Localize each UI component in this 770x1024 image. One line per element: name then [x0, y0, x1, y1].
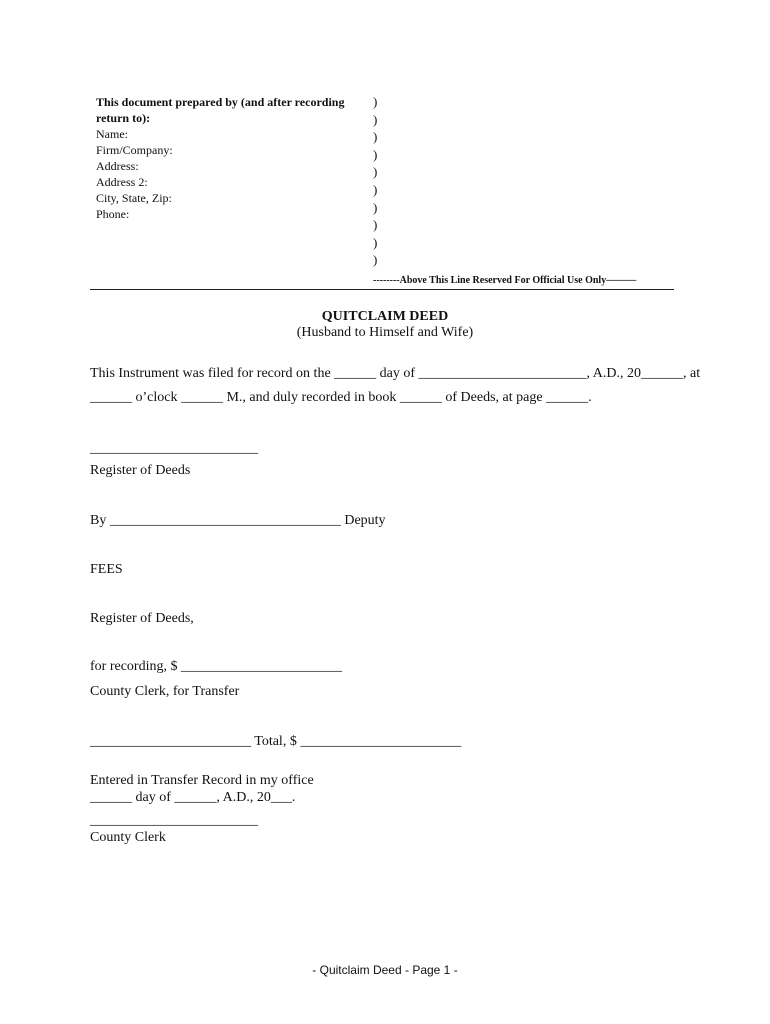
- fees-heading: FEES: [90, 562, 123, 577]
- reserved-notice: --------Above This Line Reserved For Official Use Only———: [373, 275, 637, 286]
- field-phone-label: Phone:: [96, 207, 130, 221]
- document-subtitle: (Husband to Himself and Wife): [296, 325, 474, 340]
- paren: ): [373, 217, 378, 233]
- paren: ): [373, 94, 378, 109]
- prepared-by-line-1: This document prepared by (and after recording: [96, 95, 345, 109]
- total-line: _______________________ Total, $ _______________________: [90, 734, 462, 749]
- field-address2-label: Address 2:: [96, 175, 148, 189]
- page-footer: - Quitclaim Deed - Page 1 -: [312, 963, 458, 977]
- register-of-deeds-label: Register of Deeds: [90, 463, 191, 478]
- for-recording-line: for recording, $ _______________________: [90, 659, 342, 674]
- recording-line-1: This Instrument was filed for record on the ______ day of ________________________, A.D., 20______, at: [90, 366, 701, 381]
- paren: ): [373, 199, 378, 215]
- paren: ): [373, 146, 378, 162]
- header-divider: [90, 289, 674, 290]
- field-address-label: Address:: [96, 159, 139, 173]
- fees-register-label: Register of Deeds,: [90, 611, 194, 626]
- paren: ): [373, 164, 378, 180]
- field-city-state-zip-label: City, State, Zip:: [96, 191, 172, 205]
- paren: ): [373, 181, 378, 197]
- parenthesis-column: [373, 93, 377, 269]
- register-signature-line: ________________________: [90, 441, 258, 456]
- paren: ): [373, 129, 378, 145]
- field-name-label: Name:: [96, 127, 128, 141]
- prepared-by-line-2: return to):: [96, 111, 151, 125]
- recording-line-2: ______ o’clock ______ M., and duly recorded in book ______ of Deeds, at page ______.: [90, 390, 592, 405]
- document-title: QUITCLAIM DEED: [321, 309, 449, 324]
- field-firm-label: Firm/Company:: [96, 143, 173, 157]
- deputy-line: By _________________________________ Deputy: [90, 513, 386, 528]
- transfer-day-line: ______ day of ______, A.D., 20___.: [90, 790, 296, 805]
- county-clerk-signature-line: ________________________: [90, 813, 258, 828]
- paren: ): [373, 252, 378, 268]
- county-clerk-label: County Clerk: [90, 830, 166, 845]
- county-clerk-transfer-label: County Clerk, for Transfer: [90, 684, 240, 699]
- transfer-record-line: Entered in Transfer Record in my office: [90, 773, 314, 788]
- paren: ): [373, 234, 378, 250]
- paren: ): [373, 111, 378, 127]
